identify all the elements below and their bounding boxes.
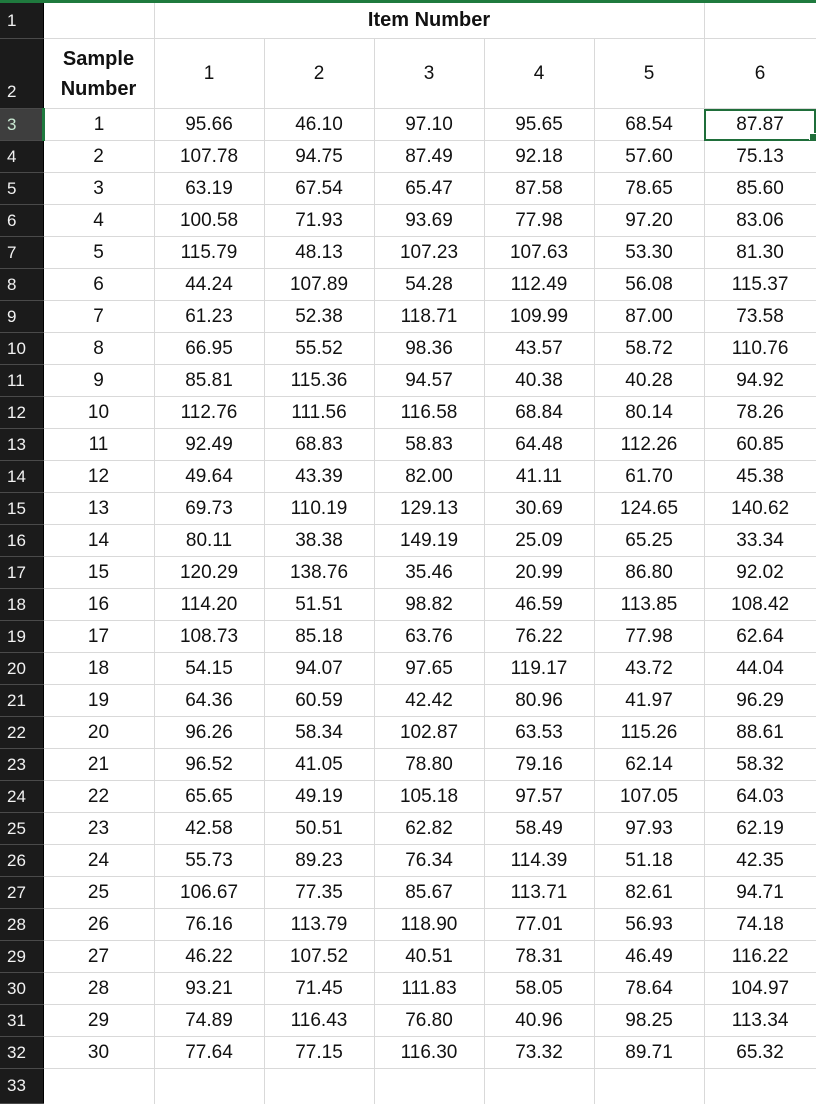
row-header[interactable]: 26 <box>0 845 43 877</box>
row-header[interactable]: 11 <box>0 365 43 397</box>
row-header[interactable]: 14 <box>0 461 43 493</box>
value-cell[interactable]: 83.06 <box>704 205 816 237</box>
empty-cell[interactable] <box>43 1069 154 1104</box>
value-cell[interactable]: 40.28 <box>594 365 704 397</box>
value-cell[interactable]: 93.21 <box>154 973 264 1005</box>
value-cell[interactable]: 115.26 <box>594 717 704 749</box>
value-cell[interactable]: 124.65 <box>594 493 704 525</box>
value-cell[interactable]: 105.18 <box>374 781 484 813</box>
table-row <box>0 909 816 941</box>
table-row <box>0 685 816 717</box>
value-cell[interactable]: 149.19 <box>374 525 484 557</box>
value-cell[interactable]: 58.83 <box>374 429 484 461</box>
value-cell[interactable]: 113.34 <box>704 1005 816 1037</box>
value-cell[interactable]: 93.69 <box>374 205 484 237</box>
row-header[interactable]: 9 <box>0 301 43 333</box>
row-header[interactable]: 24 <box>0 781 43 813</box>
table-row <box>0 781 816 813</box>
value-cell[interactable]: 67.54 <box>264 173 374 205</box>
table-row <box>0 141 816 173</box>
fill-handle[interactable] <box>809 133 816 141</box>
value-cell[interactable]: 98.82 <box>374 589 484 621</box>
selected-cell[interactable] <box>704 109 816 141</box>
value-cell[interactable]: 40.51 <box>374 941 484 973</box>
value-cell[interactable]: 85.18 <box>264 621 374 653</box>
sample-number-cell[interactable]: 16 <box>43 589 154 621</box>
value-cell[interactable]: 57.60 <box>594 141 704 173</box>
value-cell[interactable]: 66.95 <box>154 333 264 365</box>
sample-number-cell[interactable]: 8 <box>43 333 154 365</box>
value-cell[interactable]: 115.37 <box>704 269 816 301</box>
value-cell[interactable]: 78.64 <box>594 973 704 1005</box>
value-cell[interactable]: 104.97 <box>704 973 816 1005</box>
value-cell[interactable]: 113.85 <box>594 589 704 621</box>
value-cell[interactable]: 107.78 <box>154 141 264 173</box>
empty-cell[interactable] <box>154 1069 264 1104</box>
value-cell[interactable]: 97.10 <box>374 109 484 141</box>
value-cell[interactable]: 62.14 <box>594 749 704 781</box>
value-cell[interactable]: 106.67 <box>154 877 264 909</box>
value-cell[interactable]: 56.93 <box>594 909 704 941</box>
value-cell[interactable]: 35.46 <box>374 557 484 589</box>
row-header[interactable]: 5 <box>0 173 43 205</box>
value-cell[interactable]: 20.99 <box>484 557 594 589</box>
value-cell[interactable]: 115.79 <box>154 237 264 269</box>
value-cell[interactable]: 42.42 <box>374 685 484 717</box>
cell-a1[interactable] <box>43 2 154 39</box>
table-row <box>0 973 816 1005</box>
row-header[interactable]: 21 <box>0 685 43 717</box>
sample-number-cell[interactable]: 7 <box>43 301 154 333</box>
value-cell[interactable]: 65.32 <box>704 1037 816 1069</box>
value-cell[interactable]: 85.81 <box>154 365 264 397</box>
value-cell[interactable]: 80.14 <box>594 397 704 429</box>
row-header[interactable]: 13 <box>0 429 43 461</box>
row-header-2[interactable]: 2 <box>0 39 43 109</box>
value-cell[interactable]: 58.34 <box>264 717 374 749</box>
value-cell[interactable]: 113.71 <box>484 877 594 909</box>
cell-g1[interactable] <box>704 2 816 39</box>
sample-number-cell[interactable]: 1 <box>43 109 154 141</box>
value-cell[interactable]: 112.49 <box>484 269 594 301</box>
value-cell[interactable]: 63.53 <box>484 717 594 749</box>
value-cell[interactable]: 68.54 <box>594 109 704 141</box>
value-cell[interactable]: 108.73 <box>154 621 264 653</box>
value-cell[interactable]: 52.38 <box>264 301 374 333</box>
sample-number-cell[interactable]: 4 <box>43 205 154 237</box>
value-cell[interactable]: 55.52 <box>264 333 374 365</box>
value-cell[interactable]: 44.24 <box>154 269 264 301</box>
value-cell[interactable]: 77.64 <box>154 1037 264 1069</box>
value-cell[interactable]: 48.13 <box>264 237 374 269</box>
table-row <box>0 845 816 877</box>
value-cell[interactable]: 50.51 <box>264 813 374 845</box>
value-cell[interactable]: 77.15 <box>264 1037 374 1069</box>
sample-number-cell[interactable]: 26 <box>43 909 154 941</box>
value-cell[interactable]: 71.93 <box>264 205 374 237</box>
value-cell[interactable]: 63.19 <box>154 173 264 205</box>
value-cell[interactable]: 107.52 <box>264 941 374 973</box>
value-cell[interactable]: 33.34 <box>704 525 816 557</box>
value-cell[interactable]: 92.02 <box>704 557 816 589</box>
sample-number-cell[interactable]: 3 <box>43 173 154 205</box>
value-cell[interactable]: 110.19 <box>264 493 374 525</box>
value-cell[interactable]: 62.64 <box>704 621 816 653</box>
row-header[interactable]: 30 <box>0 973 43 1005</box>
value-cell[interactable]: 94.07 <box>264 653 374 685</box>
table-row <box>0 269 816 301</box>
row-header[interactable]: 25 <box>0 813 43 845</box>
row-header[interactable]: 20 <box>0 653 43 685</box>
value-cell[interactable]: 42.58 <box>154 813 264 845</box>
table-row <box>0 1037 816 1069</box>
value-cell[interactable]: 78.26 <box>704 397 816 429</box>
sample-number-cell[interactable]: 27 <box>43 941 154 973</box>
sample-number-cell[interactable]: 25 <box>43 877 154 909</box>
row-header[interactable]: 15 <box>0 493 43 525</box>
value-cell[interactable]: 87.49 <box>374 141 484 173</box>
row-header[interactable]: 28 <box>0 909 43 941</box>
sample-number-cell[interactable]: 15 <box>43 557 154 589</box>
sample-number-cell[interactable]: 19 <box>43 685 154 717</box>
sample-number-cell[interactable]: 24 <box>43 845 154 877</box>
item-number-header[interactable]: Item Number <box>154 2 704 39</box>
value-cell[interactable]: 46.59 <box>484 589 594 621</box>
value-cell[interactable]: 73.32 <box>484 1037 594 1069</box>
table-row <box>0 813 816 845</box>
value-cell[interactable]: 58.32 <box>704 749 816 781</box>
value-cell[interactable]: 82.00 <box>374 461 484 493</box>
value-cell[interactable]: 87.00 <box>594 301 704 333</box>
value-cell[interactable]: 45.38 <box>704 461 816 493</box>
table-row <box>0 1005 816 1037</box>
value-cell[interactable]: 87.58 <box>484 173 594 205</box>
value-cell[interactable]: 98.36 <box>374 333 484 365</box>
sample-number-cell[interactable]: 10 <box>43 397 154 429</box>
table-row <box>0 589 816 621</box>
empty-cell[interactable] <box>594 1069 704 1104</box>
value-cell[interactable]: 61.70 <box>594 461 704 493</box>
sample-number-cell[interactable]: 22 <box>43 781 154 813</box>
sample-number-cell[interactable]: 21 <box>43 749 154 781</box>
item-column-header[interactable]: 2 <box>264 39 374 109</box>
value-cell[interactable]: 116.22 <box>704 941 816 973</box>
value-cell[interactable]: 68.83 <box>264 429 374 461</box>
value-cell[interactable]: 76.16 <box>154 909 264 941</box>
value-cell[interactable]: 112.76 <box>154 397 264 429</box>
sample-number-cell[interactable]: 30 <box>43 1037 154 1069</box>
value-cell[interactable]: 112.26 <box>594 429 704 461</box>
table-row <box>0 557 816 589</box>
row-header[interactable]: 19 <box>0 621 43 653</box>
row-header[interactable]: 8 <box>0 269 43 301</box>
value-cell[interactable]: 74.18 <box>704 909 816 941</box>
row-header[interactable]: 17 <box>0 557 43 589</box>
table-row <box>0 749 816 781</box>
row-header[interactable]: 10 <box>0 333 43 365</box>
value-cell[interactable]: 62.82 <box>374 813 484 845</box>
row-header[interactable]: 32 <box>0 1037 43 1069</box>
value-cell[interactable]: 65.25 <box>594 525 704 557</box>
sample-number-cell[interactable]: 18 <box>43 653 154 685</box>
table-row <box>0 653 816 685</box>
value-cell[interactable]: 68.84 <box>484 397 594 429</box>
value-cell[interactable]: 97.57 <box>484 781 594 813</box>
table-row <box>0 525 816 557</box>
value-cell[interactable]: 80.11 <box>154 525 264 557</box>
value-cell[interactable]: 94.75 <box>264 141 374 173</box>
sample-number-cell[interactable]: 5 <box>43 237 154 269</box>
value-cell[interactable]: 89.23 <box>264 845 374 877</box>
value-cell[interactable]: 64.48 <box>484 429 594 461</box>
value-cell[interactable]: 89.71 <box>594 1037 704 1069</box>
value-cell[interactable]: 58.05 <box>484 973 594 1005</box>
value-cell[interactable]: 82.61 <box>594 877 704 909</box>
value-cell[interactable]: 55.73 <box>154 845 264 877</box>
item-column-header[interactable]: 6 <box>704 39 816 109</box>
sheet-row-1 <box>0 2 816 39</box>
row-header[interactable]: 31 <box>0 1005 43 1037</box>
value-cell[interactable]: 69.73 <box>154 493 264 525</box>
value-cell[interactable]: 94.57 <box>374 365 484 397</box>
row-header[interactable]: 27 <box>0 877 43 909</box>
value-cell[interactable]: 30.69 <box>484 493 594 525</box>
empty-cell[interactable] <box>484 1069 594 1104</box>
value-cell[interactable]: 95.66 <box>154 109 264 141</box>
value-cell[interactable]: 38.38 <box>264 525 374 557</box>
row-header[interactable]: 33 <box>0 1069 43 1104</box>
value-cell[interactable]: 74.89 <box>154 1005 264 1037</box>
sample-number-cell[interactable]: 12 <box>43 461 154 493</box>
value-cell[interactable]: 77.98 <box>594 621 704 653</box>
value-cell[interactable]: 78.65 <box>594 173 704 205</box>
value-cell[interactable]: 77.98 <box>484 205 594 237</box>
value-cell[interactable]: 96.52 <box>154 749 264 781</box>
value-cell[interactable]: 58.49 <box>484 813 594 845</box>
value-cell[interactable]: 118.90 <box>374 909 484 941</box>
table-row <box>0 877 816 909</box>
value-cell[interactable]: 64.03 <box>704 781 816 813</box>
value-cell[interactable]: 63.76 <box>374 621 484 653</box>
value-cell[interactable]: 51.18 <box>594 845 704 877</box>
row-header[interactable]: 12 <box>0 397 43 429</box>
table-row <box>0 205 816 237</box>
row-header[interactable]: 4 <box>0 141 43 173</box>
row-header[interactable]: 3 <box>0 109 43 141</box>
value-cell[interactable]: 97.20 <box>594 205 704 237</box>
sample-number-cell[interactable]: 9 <box>43 365 154 397</box>
value-cell[interactable]: 111.56 <box>264 397 374 429</box>
value-cell[interactable]: 115.36 <box>264 365 374 397</box>
value-cell[interactable]: 75.13 <box>704 141 816 173</box>
value-cell[interactable]: 116.43 <box>264 1005 374 1037</box>
value-cell[interactable]: 107.23 <box>374 237 484 269</box>
value-cell[interactable]: 64.36 <box>154 685 264 717</box>
value-cell[interactable]: 41.11 <box>484 461 594 493</box>
table-row <box>0 461 816 493</box>
value-cell[interactable]: 107.05 <box>594 781 704 813</box>
value-cell[interactable]: 114.20 <box>154 589 264 621</box>
table-row <box>0 365 816 397</box>
value-cell[interactable]: 92.49 <box>154 429 264 461</box>
value-cell[interactable]: 85.60 <box>704 173 816 205</box>
value-cell[interactable]: 41.05 <box>264 749 374 781</box>
row-header[interactable]: 7 <box>0 237 43 269</box>
row-header-1[interactable]: 1 <box>0 2 43 39</box>
value-cell[interactable]: 65.47 <box>374 173 484 205</box>
sample-number-cell[interactable]: 11 <box>43 429 154 461</box>
value-cell[interactable]: 58.72 <box>594 333 704 365</box>
value-cell[interactable]: 98.25 <box>594 1005 704 1037</box>
value-cell[interactable]: 44.04 <box>704 653 816 685</box>
value-cell[interactable]: 49.19 <box>264 781 374 813</box>
table-row <box>0 109 816 141</box>
value-cell[interactable]: 96.29 <box>704 685 816 717</box>
empty-cell[interactable] <box>704 1069 816 1104</box>
value-cell[interactable]: 95.65 <box>484 109 594 141</box>
value-cell[interactable]: 96.26 <box>154 717 264 749</box>
sheet-row-2 <box>0 39 816 109</box>
table-row <box>0 941 816 973</box>
value-cell[interactable]: 79.16 <box>484 749 594 781</box>
value-cell[interactable]: 78.80 <box>374 749 484 781</box>
value-cell[interactable]: 116.30 <box>374 1037 484 1069</box>
value-cell[interactable]: 118.71 <box>374 301 484 333</box>
item-column-header[interactable]: 3 <box>374 39 484 109</box>
value-cell[interactable]: 109.99 <box>484 301 594 333</box>
sheet-body <box>0 2 816 1104</box>
value-cell[interactable]: 43.72 <box>594 653 704 685</box>
item-column-header[interactable]: 1 <box>154 39 264 109</box>
value-cell[interactable]: 40.38 <box>484 365 594 397</box>
value-cell[interactable]: 111.83 <box>374 973 484 1005</box>
value-cell[interactable]: 138.76 <box>264 557 374 589</box>
value-cell[interactable]: 114.39 <box>484 845 594 877</box>
sample-number-cell[interactable]: 23 <box>43 813 154 845</box>
value-cell[interactable]: 94.92 <box>704 365 816 397</box>
value-cell[interactable]: 120.29 <box>154 557 264 589</box>
value-cell[interactable]: 46.49 <box>594 941 704 973</box>
value-cell[interactable]: 113.79 <box>264 909 374 941</box>
value-cell[interactable]: 60.85 <box>704 429 816 461</box>
sample-number-cell[interactable]: 28 <box>43 973 154 1005</box>
value-cell[interactable]: 42.35 <box>704 845 816 877</box>
row-header[interactable]: 6 <box>0 205 43 237</box>
value-cell[interactable]: 54.15 <box>154 653 264 685</box>
item-column-header[interactable]: 4 <box>484 39 594 109</box>
value-cell[interactable]: 76.34 <box>374 845 484 877</box>
table-row <box>0 173 816 205</box>
value-cell[interactable]: 40.96 <box>484 1005 594 1037</box>
value-cell[interactable]: 110.76 <box>704 333 816 365</box>
value-cell[interactable]: 77.35 <box>264 877 374 909</box>
value-cell[interactable]: 76.80 <box>374 1005 484 1037</box>
value-cell[interactable]: 94.71 <box>704 877 816 909</box>
sample-number-cell[interactable]: 17 <box>43 621 154 653</box>
row-header[interactable]: 23 <box>0 749 43 781</box>
value-cell[interactable]: 97.93 <box>594 813 704 845</box>
item-column-header[interactable]: 5 <box>594 39 704 109</box>
value-cell[interactable]: 51.51 <box>264 589 374 621</box>
sample-number-cell[interactable]: 2 <box>43 141 154 173</box>
value-cell[interactable]: 100.58 <box>154 205 264 237</box>
value-cell[interactable]: 97.65 <box>374 653 484 685</box>
table-row <box>0 237 816 269</box>
value-cell[interactable]: 140.62 <box>704 493 816 525</box>
value-cell[interactable]: 62.19 <box>704 813 816 845</box>
row-header[interactable]: 22 <box>0 717 43 749</box>
value-cell[interactable]: 107.63 <box>484 237 594 269</box>
value-cell[interactable]: 46.22 <box>154 941 264 973</box>
value-cell[interactable]: 76.22 <box>484 621 594 653</box>
value-cell[interactable]: 108.42 <box>704 589 816 621</box>
value-cell[interactable]: 73.58 <box>704 301 816 333</box>
value-cell[interactable]: 54.28 <box>374 269 484 301</box>
value-cell[interactable]: 56.08 <box>594 269 704 301</box>
value-cell[interactable]: 85.67 <box>374 877 484 909</box>
value-cell[interactable]: 41.97 <box>594 685 704 717</box>
table-row <box>0 301 816 333</box>
value-cell[interactable]: 129.13 <box>374 493 484 525</box>
value-cell[interactable]: 80.96 <box>484 685 594 717</box>
row-header[interactable]: 18 <box>0 589 43 621</box>
value-cell[interactable]: 65.65 <box>154 781 264 813</box>
value-cell[interactable]: 61.23 <box>154 301 264 333</box>
value-cell[interactable]: 102.87 <box>374 717 484 749</box>
value-cell[interactable]: 86.80 <box>594 557 704 589</box>
value-cell[interactable]: 60.59 <box>264 685 374 717</box>
value-cell[interactable]: 92.18 <box>484 141 594 173</box>
sample-number-cell[interactable]: 14 <box>43 525 154 557</box>
table-row <box>0 717 816 749</box>
value-cell[interactable]: 78.31 <box>484 941 594 973</box>
sample-number-cell[interactable]: 6 <box>43 269 154 301</box>
sample-number-cell[interactable]: 29 <box>43 1005 154 1037</box>
sample-number-cell[interactable]: 20 <box>43 717 154 749</box>
value-cell[interactable]: 46.10 <box>264 109 374 141</box>
value-cell[interactable]: 119.17 <box>484 653 594 685</box>
row-header[interactable]: 16 <box>0 525 43 557</box>
table-row <box>0 621 816 653</box>
value-cell[interactable]: 49.64 <box>154 461 264 493</box>
empty-cell[interactable] <box>374 1069 484 1104</box>
sample-number-header[interactable]: Sample Number <box>43 39 154 109</box>
value-cell[interactable]: 53.30 <box>594 237 704 269</box>
value-cell[interactable]: 81.30 <box>704 237 816 269</box>
table-row <box>0 397 816 429</box>
row-header[interactable]: 29 <box>0 941 43 973</box>
selected-cell-value: 87.87 <box>736 113 784 135</box>
value-cell[interactable]: 77.01 <box>484 909 594 941</box>
table-row <box>0 333 816 365</box>
value-cell[interactable]: 107.89 <box>264 269 374 301</box>
value-cell[interactable]: 25.09 <box>484 525 594 557</box>
value-cell[interactable]: 116.58 <box>374 397 484 429</box>
sample-number-cell[interactable]: 13 <box>43 493 154 525</box>
table-row <box>0 429 816 461</box>
sheet-row-empty <box>0 1069 816 1104</box>
value-cell[interactable]: 43.39 <box>264 461 374 493</box>
value-cell[interactable]: 88.61 <box>704 717 816 749</box>
value-cell[interactable]: 43.57 <box>484 333 594 365</box>
table-row <box>0 493 816 525</box>
value-cell[interactable]: 71.45 <box>264 973 374 1005</box>
empty-cell[interactable] <box>264 1069 374 1104</box>
